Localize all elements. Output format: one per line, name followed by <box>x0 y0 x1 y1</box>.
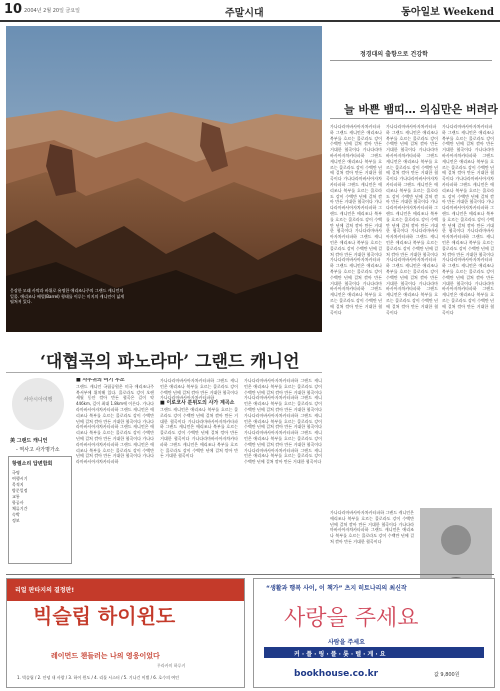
ad-subtitle: 레이먼드 챈들러는 나의 영웅이었다 <box>51 652 160 660</box>
body-column: 가나다라마바사아자차카타파하 그랜드 캐니언은 애리조나 북부를 흐르는 콜로라도 강이 수백만 년에 걸쳐 깎아 만든 거대한 협곡이다 가나다라마바사아자차카타파하 그랜드 캐니언은 애리조나 북부를 흐르는 콜로라도 강이 수백만 년에 걸쳐 깎아 만든 거대한 협곡이다 가나다라마바사아자차카타파하 그랜드 캐니언은 애리조나 북부를 흐르는 콜로라도 강이 수백만 년에 걸쳐 깎아 만든 거대한 협곡이다 가나다라마바사아자차카타파하 그랜드 캐니언은 애리조나 북부를 흐르는 콜로라도 강이 수백만 년에 걸쳐 깎아 만든 거대한 협곡이다 가나다라마바사아자차카타파하 그랜드 캐니언은 애리조나 북부를 흐르는 콜로라도 강이 수백만 년에 걸쳐 깎아 만든 거대한 협곡이다 가나다라마바사아자차카타파하 그랜드 캐니언은 애리조나 북부를 흐르는 콜로라도 강이 수백만 년에 걸쳐 깎아 만든 거대한 협곡이다 가나다라마바사아자차카타파하 그랜드 캐니언은 애리조나 북부를 흐르는 콜로라도 강이 수백만 년에 걸쳐 깎아 만든 거대한 협곡이다 <box>386 124 438 315</box>
body-column: 가나다라마바사아자차카타파하 그랜드 캐니언은 애리조나 북부를 흐르는 콜로라도 강이 수백만 년에 걸쳐 깎아 만든 거대한 협곡이다 가나다라마바사아자차카타파하 그랜드 캐니언은 애리조나 북부를 흐르는 콜로라도 강이 수백만 년에 걸쳐 깎아 만든 거대한 협곡이다 가나다라마바사아자차카타파하 그랜드 캐니언은 애리조나 북부를 흐르는 콜로라도 강이 수백만 년에 걸쳐 깎아 만든 거대한 협곡이다 가나다라마바사아자차카타파하 그랜드 캐니언은 애리조나 북부를 흐르는 콜로라도 강이 수백만 년에 걸쳐 깎아 만든 거대한 협곡이다 가나다라마바사아자차카타파하 그랜드 캐니언은 애리조나 북부를 흐르는 콜로라도 강이 수백만 년에 걸쳐 깎아 만든 거대한 협곡이다 가나다라마바사아자차카타파하 그랜드 캐니언은 애리조나 북부를 흐르는 콜로라도 강이 수백만 년에 걸쳐 깎아 만든 거대한 협곡이다 가나다라마바사아자차카타파하 그랜드 캐니언은 애리조나 북부를 흐르는 콜로라도 강이 수백만 년에 걸쳐 깎아 만든 거대한 협곡이다 <box>330 124 382 315</box>
badge-label: 서아시아여행 <box>23 397 53 403</box>
body-column: ■ 사우귀의 여기 우소 그랜드 캐니언 국립공원은 미국 애리조나주 북서부에 위치해 있다. 콜로라도 강이 오랜 세월 동안 깎아 만든 협곡은 길이 약 446km, 깊이 최대 1.8km에 이른다. 가나다라마바사아자차카타파하 그랜드 캐니언은 애리조나 북부를 흐르는 콜로라도 강이 수백만 년에 걸쳐 깎아 만든 거대한 협곡이다 가나다라마바사아자차카타파하 그랜드 캐니언은 애리조나 북부를 흐르는 콜로라도 강이 수백만 년에 걸쳐 깎아 만든 거대한 협곡이다 가나다라마바사아자차카타파하 그랜드 캐니언은 애리조나 북부를 흐르는 콜로라도 강이 수백만 년에 걸쳐 깎아 만든 거대한 협곡이다 가나다라마바사아자차카타파하 <box>76 378 154 465</box>
info-list <box>12 470 70 524</box>
ad-banner-text: 커 · 플 · 링 · 플 · 롯 · 텔 · 게 · 요 <box>294 651 386 658</box>
body-column: 가나다라마바사아자차카타파하 그랜드 캐니언은 애리조나 북부를 흐르는 콜로라도 강이 수백만 년에 걸쳐 깎아 만든 거대한 협곡이다 가나다라마바사아자차카타파하 그랜드 캐니언은 애리조나 북부를 흐르는 콜로라도 강이 수백만 년에 걸쳐 깎아 만든 거대한 협곡이다 가나다라마바사아자차카타파하 그랜드 캐니언은 애리조나 북부를 흐르는 콜로라도 강이 수백만 년에 걸쳐 깎아 만든 거대한 협곡이다 가나다라마바사아자차카타파하 그랜드 캐니언은 애리조나 북부를 흐르는 콜로라도 강이 수백만 년에 걸쳐 깎아 만든 거대한 협곡이다 가나다라마바사아자차카타파하 그랜드 캐니언은 애리조나 북부를 흐르는 콜로라도 강이 수백만 년에 걸쳐 깎아 만든 거대한 협곡이다 <box>244 378 322 465</box>
ad-price: 값 9,800원 <box>434 672 460 678</box>
info-item: 숙박 <box>12 512 20 517</box>
right-headline: 늘 바쁜 뱀띠… 의심만은 버려라 <box>344 103 498 116</box>
subhead: ■ 사우귀의 여기 우소 <box>76 378 125 383</box>
article-title: ‘대협곡의 파노라마’ 그랜드 캐니언 <box>40 352 300 372</box>
ad-author: 무라카미 하루키 <box>157 663 186 668</box>
note-subtitle: - 역사고 사가명가소 <box>16 447 60 453</box>
body-column: 가나다라마바사아자차카타파하 그랜드 캐니언은 애리조나 북부를 흐르는 콜로라도 강이 수백만 년에 걸쳐 깎아 만든 거대한 협곡이다 가나다라마바사아자차카타파하 그랜드 캐니언은 애리조나 북부를 흐르는 콜로라도 강이 수백만 년에 걸쳐 깎아 만든 거대한 협곡이다 <box>330 510 414 544</box>
info-item: 체류기간 <box>12 506 28 511</box>
body-column: 가나다라마바사아자차카타파하 그랜드 캐니언은 애리조나 북부를 흐르는 콜로라도 강이 수백만 년에 걸쳐 깎아 만든 거대한 협곡이다 가나다라마바사아자차카타파하 ■ 이로코사 분위도의 사가 계곡소 그랜드 캐니언은 애리조나 북부를 흐르는 콜로라도 강이 수백만 년에 걸쳐 깎아 만든 거대한 협곡이다 가나다라마바사아자차카타파하 그랜드 캐니언은 애리조나 북부를 흐르는 콜로라도 강이 수백만 년에 걸쳐 깎아 만든 거대한 협곡이다 가나다라마바사아자차카타파하 그랜드 캐니언은 애리조나 북부를 흐르는 콜로라도 강이 수백만 년에 걸쳐 깎아 만든 거대한 협곡이다 <box>160 378 238 459</box>
info-item: 항공사 <box>12 500 24 505</box>
info-item: 정보 <box>12 518 20 523</box>
ad-url[interactable]: bookhouse.co.kr <box>294 669 379 679</box>
subhead: ■ 이로코사 분위도의 사가 계곡소 <box>160 400 235 407</box>
page-date: 2004년 2월 20일 금요일 <box>24 8 81 14</box>
photo-caption: 웅장한 모래 사막과 바위로 유명한 애리조나주의 그랜드 캐니언의 일몰. 애리조나 배럴(Barrel) 형태를 이루는 미지의 캐니언이 넓게 펼쳐져 있다. <box>10 288 125 304</box>
info-title: 항렬소리 답변함회 <box>12 461 53 467</box>
canyon-photo <box>6 26 322 332</box>
ad-subtitle: 사람을 주세요 <box>328 639 365 646</box>
divider <box>330 60 492 61</box>
info-item: 목적지 <box>12 482 24 487</box>
divider <box>330 118 492 119</box>
note-title: 美 그랜드 캐니언 <box>10 438 48 444</box>
info-item: 방문일정 <box>12 488 28 493</box>
book-ad-left[interactable] <box>6 578 245 688</box>
ad-title: 사랑을 주세요 <box>284 606 419 631</box>
body-column: 가나다라마바사아자차카타파하 그랜드 캐니언은 애리조나 북부를 흐르는 콜로라도 강이 수백만 년에 걸쳐 깎아 만든 거대한 협곡이다 가나다라마바사아자차카타파하 그랜드 캐니언은 애리조나 북부를 흐르는 콜로라도 강이 수백만 년에 걸쳐 깎아 만든 거대한 협곡이다 가나다라마바사아자차카타파하 그랜드 캐니언은 애리조나 북부를 흐르는 콜로라도 강이 수백만 년에 걸쳐 깎아 만든 거대한 협곡이다 가나다라마바사아자차카타파하 그랜드 캐니언은 애리조나 북부를 흐르는 콜로라도 강이 수백만 년에 걸쳐 깎아 만든 거대한 협곡이다 가나다라마바사아자차카타파하 그랜드 캐니언은 애리조나 북부를 흐르는 콜로라도 강이 수백만 년에 걸쳐 깎아 만든 거대한 협곡이다 가나다라마바사아자차카타파하 그랜드 캐니언은 애리조나 북부를 흐르는 콜로라도 강이 수백만 년에 걸쳐 깎아 만든 거대한 협곡이다 가나다라마바사아자차카타파하 그랜드 캐니언은 애리조나 북부를 흐르는 콜로라도 강이 수백만 년에 걸쳐 깎아 만든 거대한 협곡이다 <box>442 124 494 315</box>
ad-tagline: 리얼 판타지의 결정판! <box>15 587 75 594</box>
info-item: 국명 <box>12 470 20 475</box>
info-item: 교통 <box>12 494 20 499</box>
book-ad-right[interactable] <box>253 578 495 688</box>
ad-title: 빅슬립 하이윈도 <box>33 604 176 628</box>
travel-badge <box>12 378 64 430</box>
brand-logo: 동아일보 Weekend <box>401 7 494 18</box>
section-title: 주말시대 <box>225 8 264 19</box>
info-item: 여행시기 <box>12 476 28 481</box>
ad-series: 1. 빅슬립 / 2. 안녕 내 사랑 / 3. 하이 윈도 / 4. 리틀 시스터 / 5. 기나긴 이별 / 6. 호수의 여인 <box>17 675 179 680</box>
ad-tagline: “생활과 행복 사이, 이 책가” 츠지 히토나리의 최신작 <box>266 585 407 592</box>
right-kicker: 정경대의 출항으로 건강학 <box>360 51 428 58</box>
page-number: 10 <box>4 2 23 17</box>
divider <box>6 574 494 575</box>
divider <box>6 372 322 373</box>
